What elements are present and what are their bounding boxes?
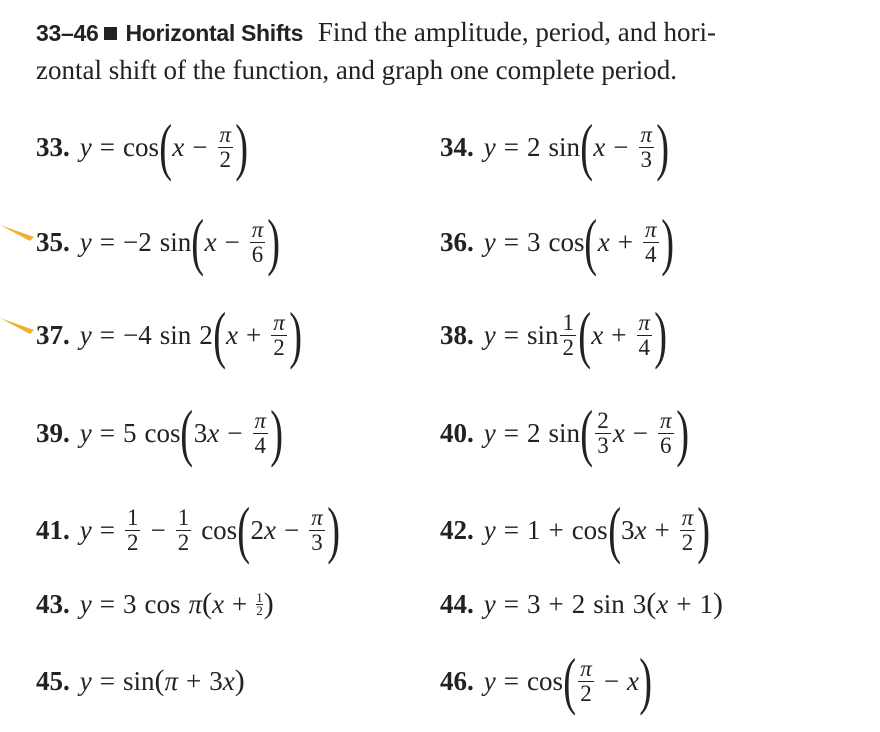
math-token: (: [580, 397, 594, 468]
problem-33: [36, 112, 248, 182]
math-token: 43.: [36, 588, 70, 619]
math-token: y: [79, 588, 92, 619]
math-token: x: [207, 417, 220, 448]
math-token: 1: [126, 504, 139, 530]
math-token: (: [202, 587, 212, 620]
math-token: ): [660, 206, 674, 277]
math-token: (: [237, 494, 251, 565]
problem-set-header: [36, 14, 866, 89]
math-token: cos: [144, 417, 181, 448]
math-token: π: [640, 121, 653, 147]
math-token: =: [503, 588, 519, 619]
math-token: ): [639, 645, 653, 716]
problem-34: [440, 112, 669, 182]
problem-42: [440, 495, 711, 565]
math-token: 4: [254, 432, 267, 458]
math-token: 44.: [440, 588, 474, 619]
math-token: π: [645, 216, 657, 242]
math-token: 2: [219, 146, 232, 172]
math-token: x: [634, 514, 647, 545]
math-token: 2: [199, 319, 213, 350]
math-token: 2: [273, 334, 285, 360]
math-token: y: [483, 417, 496, 448]
math-token: π: [219, 121, 232, 147]
math-token: +: [548, 588, 564, 619]
math-token: (: [191, 206, 205, 277]
math-token: y: [483, 588, 496, 619]
math-token: y: [79, 131, 92, 162]
math-token: ): [289, 299, 302, 370]
math-token: π: [251, 216, 264, 242]
math-token: (: [154, 664, 165, 697]
math-token: 45.: [36, 665, 70, 696]
math-token: x: [597, 226, 610, 257]
math-token: (: [584, 206, 598, 277]
math-token: sin: [122, 665, 155, 696]
pencil-pointer-icon: [0, 316, 34, 334]
math-token: 46.: [440, 665, 474, 696]
pencil-pointer-icon: [0, 223, 34, 241]
math-token: =: [99, 514, 115, 545]
math-token: y: [79, 319, 92, 350]
math-token: cos: [122, 131, 159, 162]
math-token: ): [712, 587, 723, 620]
math-token: cos: [526, 665, 563, 696]
math-token: 1: [699, 588, 713, 619]
instruction-line-2: zontal shift of the function, and graph one complete period.: [36, 55, 678, 85]
math-token: −: [284, 514, 300, 545]
math-token: 5: [122, 417, 137, 448]
math-token: +: [231, 588, 248, 619]
math-token: 1: [526, 514, 541, 545]
math-token: −2: [122, 226, 152, 257]
math-token: x: [226, 319, 239, 350]
math-token: 2: [256, 602, 263, 618]
math-token: 1: [177, 504, 190, 530]
math-token: 3: [209, 665, 223, 696]
math-token: 2: [526, 131, 541, 162]
math-token: +: [548, 514, 564, 545]
math-token: =: [503, 319, 519, 350]
math-token: =: [99, 226, 115, 257]
math-token: ): [263, 587, 274, 620]
math-token: 33.: [36, 131, 70, 162]
math-token: −: [150, 514, 166, 545]
math-token: 4: [645, 241, 657, 267]
math-token: +: [246, 319, 262, 350]
math-token: ): [656, 111, 670, 182]
math-token: 2: [597, 407, 609, 433]
math-token: ): [697, 494, 711, 565]
section-title: Horizontal Shifts: [125, 20, 304, 46]
math-token: 34.: [440, 131, 474, 162]
math-token: π: [311, 504, 323, 530]
math-token: 39.: [36, 417, 70, 448]
math-token: 6: [251, 241, 264, 267]
math-token: y: [483, 514, 496, 545]
math-token: x: [627, 665, 640, 696]
math-token: 2: [177, 529, 190, 555]
math-token: (: [578, 299, 592, 370]
math-token: ): [234, 664, 245, 697]
math-token: x: [656, 588, 669, 619]
math-token: (: [212, 299, 226, 370]
math-token: cos: [201, 514, 238, 545]
math-token: 2: [250, 514, 265, 545]
math-token: (: [563, 645, 577, 716]
math-token: 2: [526, 417, 541, 448]
math-token: 3: [526, 226, 541, 257]
math-token: y: [483, 319, 496, 350]
math-token: −: [224, 226, 240, 257]
math-token: =: [503, 131, 519, 162]
math-token: 2: [562, 334, 574, 360]
math-token: +: [654, 514, 670, 545]
problem-38: [440, 300, 667, 370]
math-token: ): [270, 397, 284, 468]
math-token: y: [483, 131, 496, 162]
math-token: −: [192, 131, 208, 162]
math-token: (: [580, 111, 594, 182]
math-token: −4: [122, 319, 152, 350]
math-token: x: [172, 131, 185, 162]
math-token: 37.: [36, 319, 70, 350]
math-token: −: [603, 665, 620, 696]
problem-40: [440, 398, 689, 468]
problem-43: [36, 569, 274, 639]
math-token: (: [607, 494, 621, 565]
math-token: sin: [548, 417, 580, 448]
math-token: −: [613, 131, 629, 162]
math-token: +: [611, 319, 627, 350]
math-token: ): [654, 299, 668, 370]
math-token: x: [591, 319, 604, 350]
math-token: 3: [311, 529, 323, 555]
math-token: +: [186, 665, 202, 696]
problem-41: [36, 495, 340, 565]
math-token: 3: [632, 588, 647, 619]
problem-range: 33–46: [36, 20, 99, 46]
math-token: 3: [122, 588, 137, 619]
math-token: cos: [571, 514, 608, 545]
math-token: y: [79, 417, 92, 448]
instruction-line-1: Find the amplitude, period, and hori-: [317, 17, 717, 47]
math-token: 1: [256, 589, 263, 605]
math-token: 35.: [36, 226, 70, 257]
math-token: y: [483, 226, 496, 257]
math-token: π: [164, 665, 179, 696]
math-token: y: [79, 226, 92, 257]
math-token: 1: [562, 309, 574, 335]
math-token: sin: [159, 226, 192, 257]
math-token: 6: [660, 432, 672, 458]
math-token: +: [617, 226, 633, 257]
math-token: cos: [548, 226, 585, 257]
math-token: 3: [640, 146, 653, 172]
math-token: −: [227, 417, 243, 448]
math-token: (: [180, 397, 194, 468]
math-token: ): [327, 494, 340, 565]
math-token: 2: [571, 588, 586, 619]
math-token: sin: [548, 131, 580, 162]
math-token: =: [99, 665, 115, 696]
math-token: 3: [193, 417, 208, 448]
math-token: 2: [126, 529, 139, 555]
math-token: y: [79, 514, 92, 545]
math-token: 2: [681, 529, 694, 555]
math-token: π: [681, 504, 694, 530]
math-token: 4: [638, 334, 651, 360]
math-token: 3: [597, 432, 609, 458]
math-token: 36.: [440, 226, 474, 257]
problem-45: [36, 646, 245, 716]
math-token: sin: [593, 588, 625, 619]
math-token: cos: [144, 588, 181, 619]
math-token: y: [483, 665, 496, 696]
math-token: ): [235, 111, 249, 182]
math-token: π: [638, 309, 651, 335]
problem-37: [36, 300, 302, 370]
math-token: π: [188, 588, 202, 619]
math-token: =: [503, 226, 519, 257]
math-token: x: [212, 588, 224, 619]
math-token: x: [612, 417, 625, 448]
math-token: =: [99, 588, 115, 619]
math-token: (: [159, 111, 173, 182]
math-token: y: [79, 665, 92, 696]
math-token: 3: [526, 588, 541, 619]
math-token: 2: [580, 680, 592, 706]
problem-46: [440, 646, 652, 716]
problem-36: [440, 207, 674, 277]
math-token: =: [503, 417, 519, 448]
math-token: x: [593, 131, 606, 162]
math-token: 41.: [36, 514, 70, 545]
math-token: =: [503, 665, 519, 696]
problem-39: [36, 398, 283, 468]
math-token: (: [646, 587, 657, 620]
math-token: ): [267, 206, 281, 277]
math-token: π: [273, 309, 285, 335]
math-token: π: [580, 655, 592, 681]
math-token: 38.: [440, 319, 474, 350]
math-token: 40.: [440, 417, 474, 448]
math-token: =: [503, 514, 519, 545]
math-token: 3: [621, 514, 635, 545]
math-token: ): [675, 397, 689, 468]
math-token: =: [99, 319, 115, 350]
math-token: =: [99, 131, 115, 162]
math-token: =: [99, 417, 115, 448]
math-token: −: [632, 417, 649, 448]
math-token: x: [264, 514, 276, 545]
math-token: +: [676, 588, 692, 619]
math-token: x: [204, 226, 217, 257]
math-token: x: [222, 665, 235, 696]
problem-35: [36, 207, 281, 277]
math-token: 42.: [440, 514, 474, 545]
math-token: π: [254, 407, 267, 433]
math-token: sin: [159, 319, 192, 350]
math-token: sin: [526, 319, 559, 350]
square-bullet-icon: [104, 27, 117, 40]
problem-44: [440, 569, 723, 639]
math-token: π: [660, 407, 672, 433]
